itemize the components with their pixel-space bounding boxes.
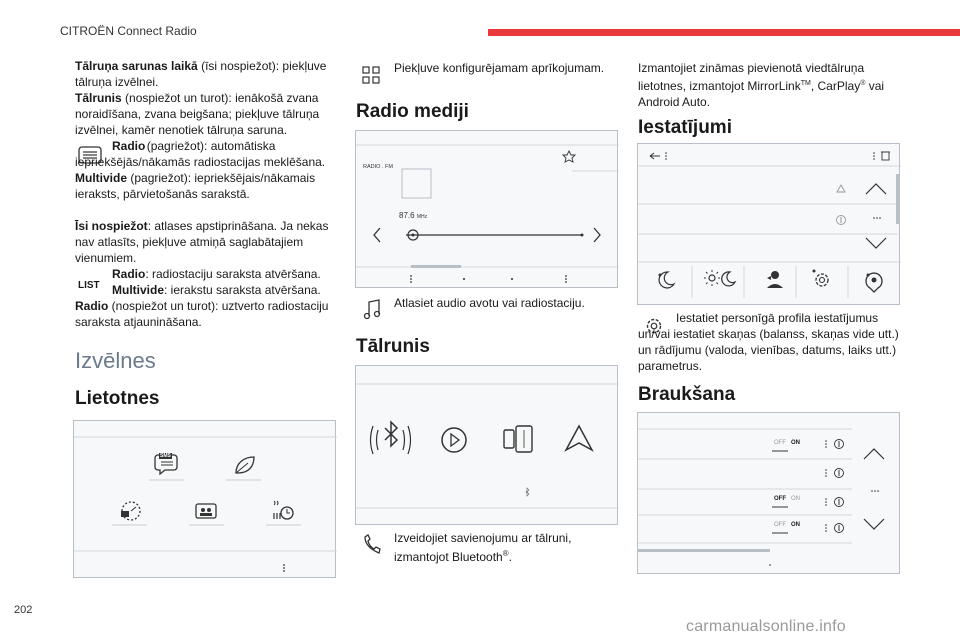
mirror-screen-text: Izmantojiet zināmas pievienotā viedtālruņa lietotnes, izmantojot MirrorLink™, CarPlay® vai Android Auto. [638,61,885,109]
settings-screen [637,143,900,305]
radio-caption: Atlasiet audio avotu vai radiostaciju. [394,296,585,310]
paragraph-list: Radio: radiostaciju saraksta atvēršana. Multivide: ierakstu saraksta atvēršana. [112,267,321,297]
mirrorlink-icon[interactable] [502,424,534,454]
menus-heading: Izvēlnes [75,348,156,373]
night-mode-icon[interactable] [652,268,680,296]
paragraph-radio-rotate: (pagriežot): automātiska iepriekšējās/nākamās radiostacijas meklēšana. Multivide (pagriežot): iepriekšējais/nākamais ieraksts, pārvietošanās sarakstā. [75,139,326,201]
phone-screen [355,365,618,525]
driving-scroll-down-button[interactable] [862,515,886,533]
settings-heading: Iestatījumi [638,117,732,138]
header-title: CITROËN Connect Radio [60,24,197,38]
apps-screen [73,420,336,578]
radio-media-heading: Radio mediji [356,101,469,122]
phone-handset-icon [362,534,382,561]
driving-heading: Braukšana [638,384,736,405]
driving-toggle-2[interactable]: OFF ON [774,496,801,502]
header-accent-bar [488,29,960,36]
previous-station-button[interactable] [366,221,388,247]
settings-gear-icon[interactable] [808,268,836,296]
paragraph-radio-rotate-a: Radio [112,138,332,154]
carplay-play-icon[interactable] [440,426,468,454]
radio-band-label: RADIO . FM [363,164,393,170]
day-night-icon[interactable] [702,268,738,296]
watermark: carmanualsonline.info [686,618,846,635]
bluetooth-icon[interactable] [370,422,410,458]
driving-scroll-up-button[interactable] [862,445,886,463]
next-station-button[interactable] [586,221,608,247]
page-number: 202 [14,604,33,616]
settings-back-button[interactable] [646,148,674,164]
settings-delete-icon[interactable] [878,148,894,164]
settings-scroll-up-button[interactable] [864,180,888,198]
radio-frequency: 87.6 MHz [399,211,428,220]
apps-heading: Lietotnes [75,388,160,409]
paragraph-short-press: Īsi nospiežot: atlases apstiprināšana. Ja nekas nav atlasīts, piekļuve atmiņā saglabātajiem vienumiem. [75,219,329,265]
radio-screen [355,130,618,288]
settings-scroll-down-button[interactable] [864,234,888,252]
term-phone: Tālrunis [75,91,122,105]
driving-screen [637,412,900,574]
phone-heading: Tālrunis [356,336,430,357]
music-note-icon [363,298,381,325]
profile-icon[interactable] [760,268,788,296]
favorite-star-icon[interactable] [568,149,584,165]
connected-apps-grid-icon [362,66,380,89]
term-during-call: Tālruņa sarunas laikā [75,59,198,73]
paragraph-radio-hold: Radio (nospiežot un turot): uztverto radiostaciju saraksta atjaunināšana. [75,299,329,329]
driving-toggle-1[interactable]: OFF ON [774,440,801,446]
list-button-label: LIST [78,280,100,291]
settings-caption: Iestatiet personīgā profila iestatījumus un/vai iestatiet skaņas (balanss, skaņas vide utt.) un rādījumu (valoda, vienības, datums, laiks utt.) parametrus. [638,311,899,373]
connected-apps-text: Piekļuve konfigurējamam aprīkojumam. [394,61,605,75]
paragraph-phone-call: Tālruņa sarunas laikā (īsi nospiežot): piekļuve tālruņa izvēlnei. Tālrunis (nospiežot un turot): ienākošā zvana noraidīšana, zvana beigšana; piekļuve tālruņa izvēlnei, kamēr nenotiek tālruņa saruna. [75,59,327,137]
android-auto-icon[interactable] [564,424,594,452]
driving-toggle-3[interactable]: OFF ON [774,522,801,528]
phone-caption: Izveidojiet savienojumu ar tālruni, izmantojot Bluetooth®. [394,531,572,564]
system-settings-icon[interactable] [860,268,888,296]
sms-badge: SMS [160,453,171,459]
